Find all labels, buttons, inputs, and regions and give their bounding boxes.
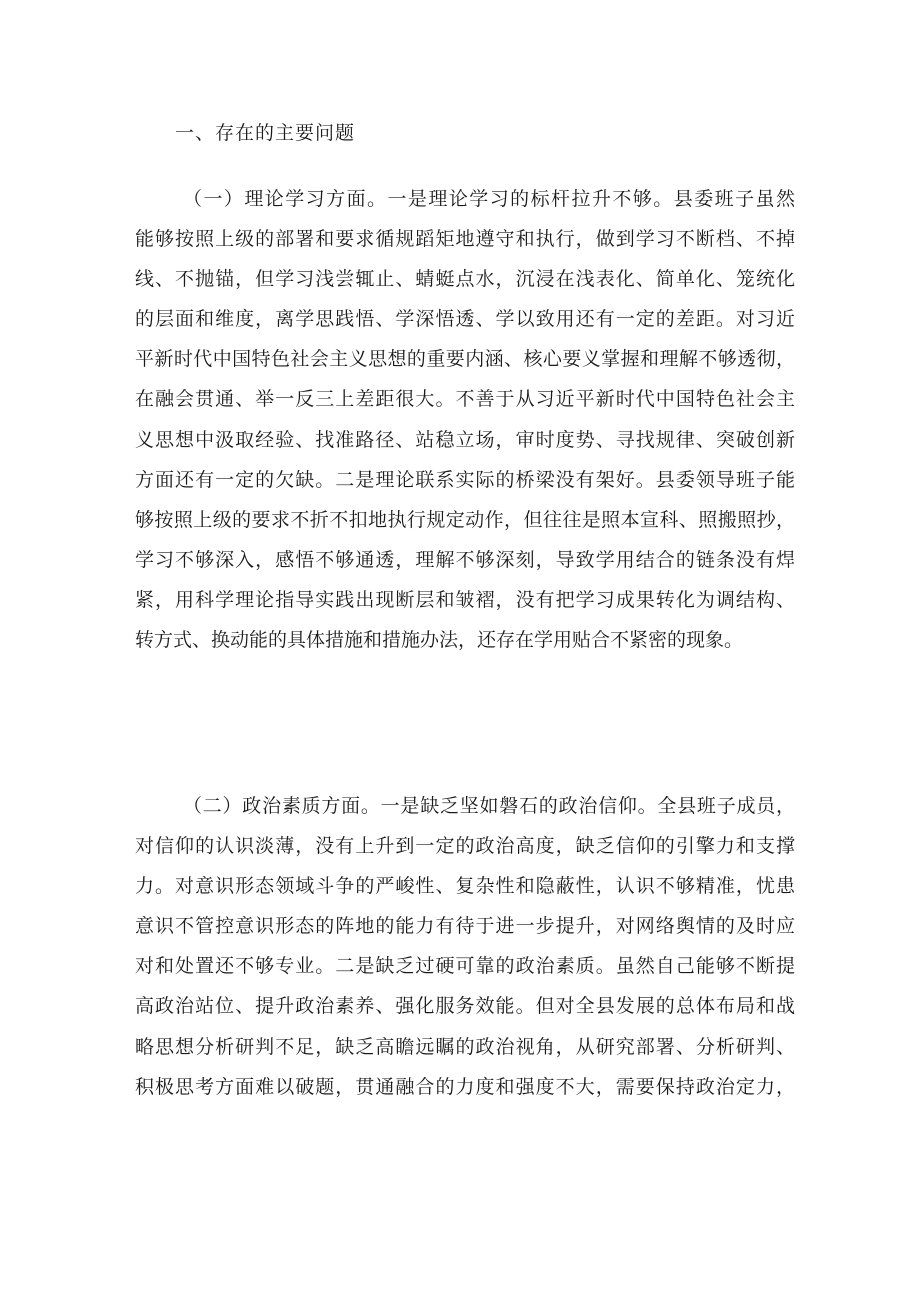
- paragraph-line: 转方式、换动能的具体措施和措施办法，还存在学用贴合不紧密的现象。: [135, 629, 744, 652]
- paragraph-line: 略思想分析研判不足，缺乏高瞻远瞩的政治视角，从研究部署、分析研判、: [135, 1035, 795, 1058]
- paragraph-line: 义思想中汲取经验、找准路径、站稳立场，审时度势、寻找规律、突破创新: [135, 428, 795, 451]
- paragraph-theory-study: [135, 179, 795, 660]
- paragraph-line: 积极思考方面难以破题，贯通融合的力度和强度不大，需要保持政治定力，: [135, 1075, 795, 1098]
- section-heading: 一、存在的主要问题: [175, 122, 356, 144]
- paragraph-line: 力。对意识形态领域斗争的严峻性、复杂性和隐蔽性，认识不够精准，忧患: [135, 875, 795, 898]
- paragraph-line: （二）政治素质方面。一是缺乏坚如磐石的政治信仰。全县班子成员，: [183, 795, 795, 817]
- paragraph-line: 紧，用科学理论指导实践出现断层和皱褶，没有把学习成果转化为调结构、: [135, 588, 795, 611]
- paragraph-line: 意识不管控意识形态的阵地的能力有待于进一步提升，对网络舆情的及时应: [135, 915, 795, 938]
- paragraph-political-quality: [135, 786, 795, 1107]
- paragraph-line: 对信仰的认识淡薄，没有上升到一定的政治高度，缺乏信仰的引擎力和支撑: [135, 835, 795, 858]
- paragraph-line: 平新时代中国特色社会主义思想的重要内涵、核心要义掌握和理解不够透彻，: [135, 348, 795, 371]
- paragraph-line: 够按照上级的要求不折不扣地执行规定动作，但往往是照本宣科、照搬照抄，: [135, 508, 795, 531]
- paragraph-line: 高政治站位、提升政治素养、强化服务效能。但对全县发展的总体布局和战: [135, 995, 795, 1018]
- paragraph-line: 方面还有一定的欠缺。二是理论联系实际的桥梁没有架好。县委领导班子能: [135, 468, 795, 491]
- paragraph-line: （一）理论学习方面。一是理论学习的标杆拉升不够。县委班子虽然: [183, 188, 795, 210]
- paragraph-line: 线、不抛锚，但学习浅尝辄止、蜻蜓点水，沉浸在浅表化、简单化、笼统化: [135, 268, 795, 291]
- paragraph-line: 对和处置还不够专业。二是缺乏过硬可靠的政治素质。虽然自己能够不断提: [135, 955, 795, 978]
- paragraph-line: 学习不够深入，感悟不够通透，理解不够深刻，导致学用结合的链条没有焊: [135, 548, 795, 571]
- paragraph-line: 在融会贯通、举一反三上差距很大。不善于从习近平新时代中国特色社会主: [135, 388, 795, 411]
- paragraph-line: 能够按照上级的部署和要求循规蹈矩地遵守和执行，做到学习不断档、不掉: [135, 228, 795, 251]
- paragraph-line: 的层面和维度，离学思践悟、学深悟透、学以致用还有一定的差距。对习近: [135, 308, 795, 331]
